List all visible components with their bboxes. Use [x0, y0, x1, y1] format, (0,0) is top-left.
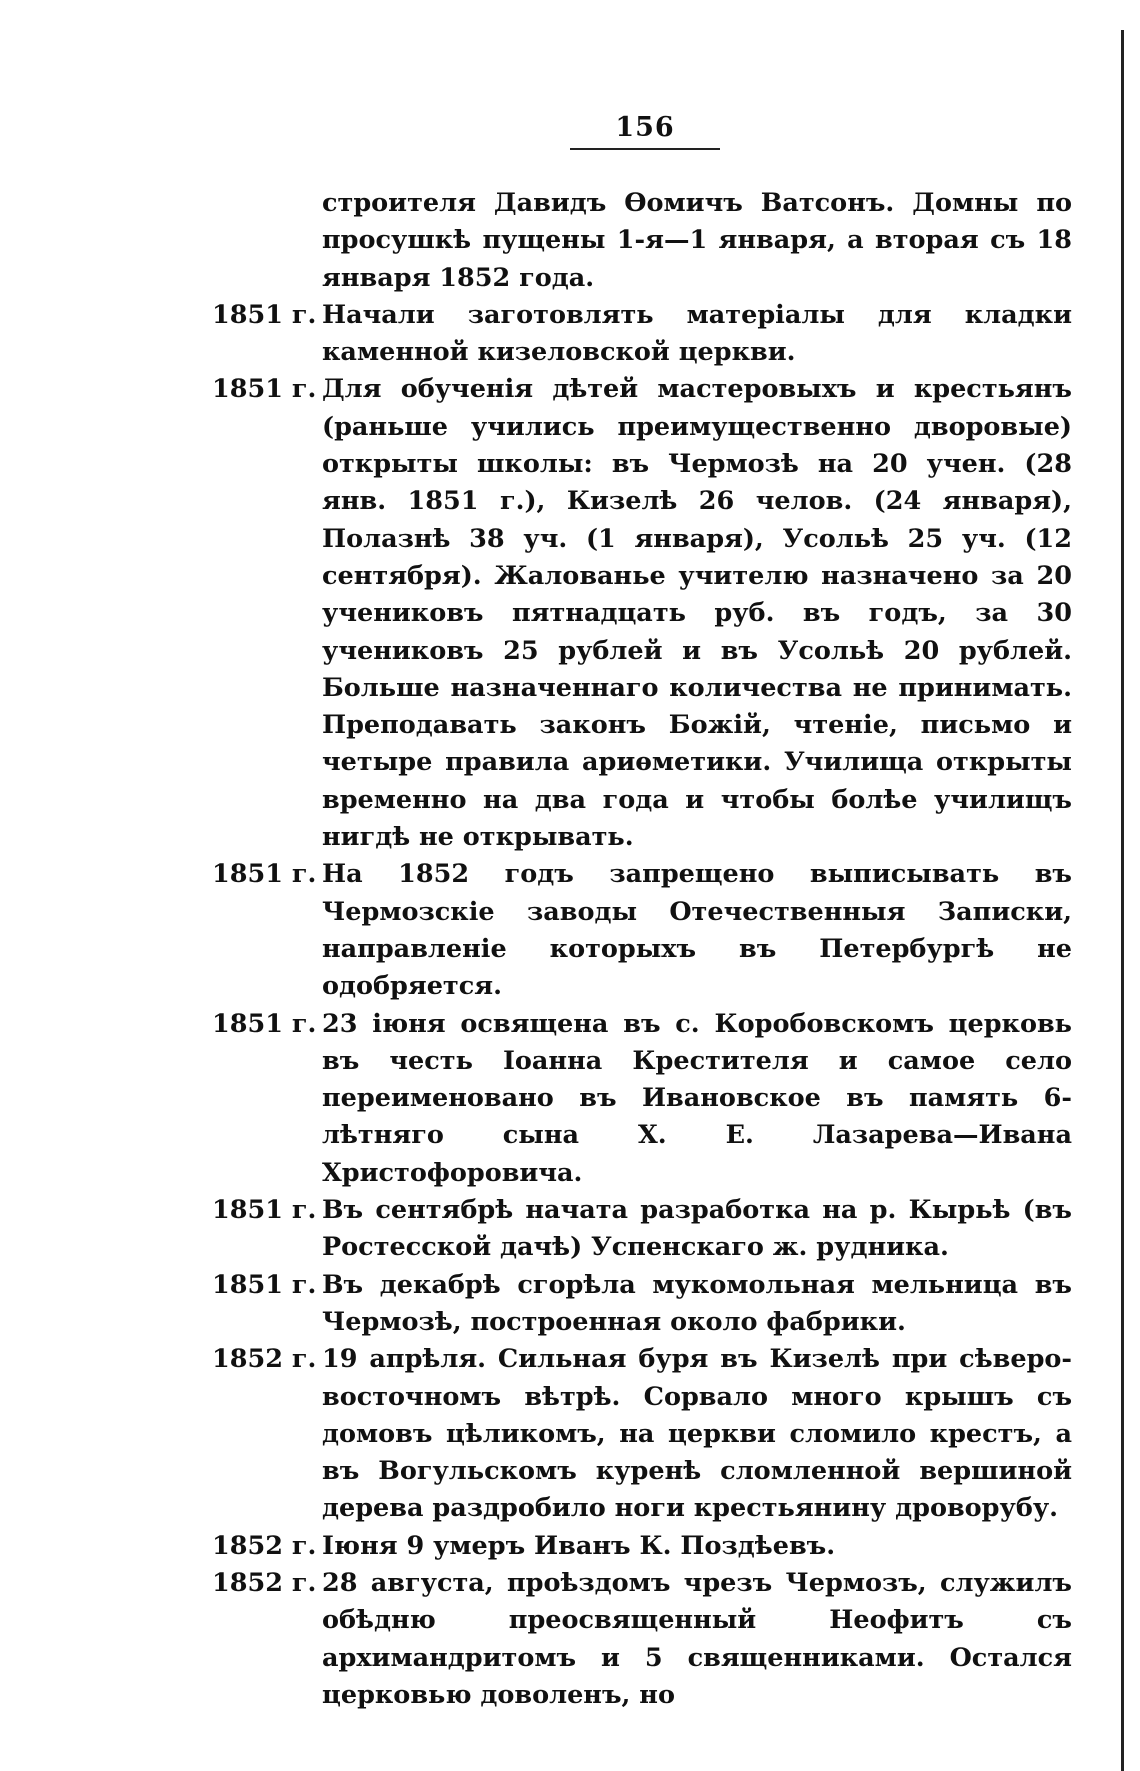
entry-text: Іюня 9 умеръ Иванъ К. Поздѣевъ. — [322, 1530, 836, 1561]
page-edge-rule — [1121, 30, 1124, 1771]
entry-text: Для обученія дѣтей мастеровыхъ и крестьянъ (раньше учились преимущественно дворовые) открыты школы: въ Чермозѣ на 20 учен. (28 янв. 1851 г.), Кизелѣ 26 челов. (24 января), Полазнѣ 38 уч. (1 января), Усольѣ 25 уч. (12 сентября). Жалованье учителю назначено за 20 учениковъ пятнадцать руб. въ годъ, за 30 учениковъ 25 рублей и въ Усольѣ 20 рублей. Больше назначеннаго количества не принимать. Преподавать законъ Божій, чтеніе, письмо и четыре правила ариѳметики. Училища открыты временно на два года и чтобы болѣе училищъ нигдѣ не открывать. — [322, 374, 1072, 853]
chronicle-entry — [212, 856, 1072, 1005]
chronicle-entry — [212, 1528, 1072, 1565]
entry-text: 23 іюня освящена въ с. Коробовскомъ церковь въ честь Іоанна Крестителя и самое село переименовано въ Ивановское въ память 6-лѣтняго сына Х. Е. Лазарева—Ивана Христофоровича. — [322, 1008, 1072, 1188]
chronicle-entry — [212, 1006, 1072, 1192]
entry-year: 1852 г. — [212, 1344, 317, 1375]
entry-year: 1851 г. — [212, 1269, 317, 1300]
entry-year: 1851 г. — [212, 859, 317, 890]
entry-text: Начали заготовлять матеріалы для кладки каменной кизеловской церкви. — [322, 299, 1072, 368]
entry-text: Въ сентябрѣ начата разработка на р. Кырьѣ (въ Ростесской дачѣ) Успенскаго ж. рудника. — [322, 1195, 1072, 1263]
entry-text: 28 августа, проѣздомъ чрезъ Чермозъ, служилъ обѣдню преосвященный Неофитъ съ архимандритомъ и 5 священниками. Остался церковью доволенъ, но — [322, 1567, 1072, 1710]
page-number: 156 — [615, 112, 675, 143]
chronicle-entry — [212, 1192, 1072, 1267]
entry-year: 1851 г. — [212, 299, 317, 330]
entry-year: 1851 г. — [212, 1008, 317, 1039]
continuation-paragraph: строителя Давидъ Ѳомичъ Ватсонъ. Домны по просушкѣ пущены 1-я—1 января, а вторая съ 18 января 1852 года. — [322, 188, 1072, 293]
chronicle-entry — [212, 371, 1072, 856]
entry-text: На 1852 годъ запрещено выписывать въ Чермозскіе заводы Отечественныя Записки, направленіе которыхъ въ Петербургѣ не одобряется. — [322, 859, 1072, 1002]
entry-year: 1851 г. — [212, 1195, 317, 1226]
chronicle-text — [212, 185, 1072, 1714]
entry-text: Въ декабрѣ сгорѣла мукомольная мельница въ Чермозѣ, построенная около фабрики. — [322, 1269, 1072, 1337]
entry-text: 19 апрѣля. Сильная буря въ Кизелѣ при сѣверо-восточномъ вѣтрѣ. Сорвало много крышъ съ домовъ цѣликомъ, на церкви сломило крестъ, а въ Вогульскомъ куренѣ сломленной вершиной дерева раздробило ноги крестьянину дроворубу. — [322, 1344, 1072, 1524]
entry-year: 1851 г. — [212, 374, 317, 405]
entry-year: 1852 г. — [212, 1530, 317, 1561]
entry-year: 1852 г. — [212, 1567, 317, 1598]
chronicle-entry — [212, 297, 1072, 372]
chronicle-entry — [212, 1565, 1072, 1714]
chronicle-entry — [212, 1341, 1072, 1527]
chronicle-entry — [212, 1267, 1072, 1342]
page-number-underline — [570, 148, 720, 150]
